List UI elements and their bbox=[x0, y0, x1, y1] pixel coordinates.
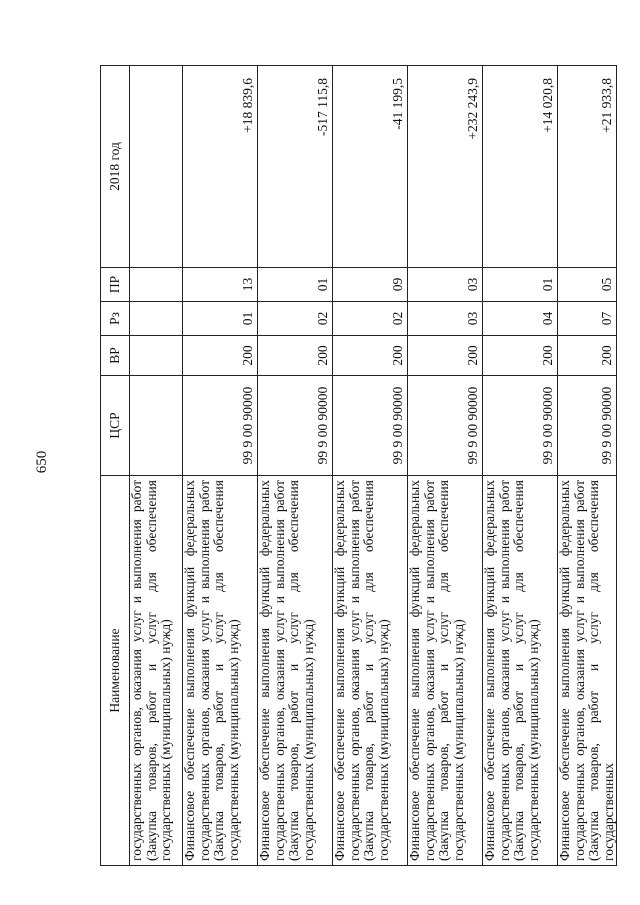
cell-csr: 99 9 00 90000 bbox=[333, 376, 408, 476]
rotated-table-wrapper bbox=[100, 66, 616, 866]
cell-amount: +232 243,9 bbox=[408, 66, 483, 268]
cell-amount bbox=[130, 66, 183, 268]
cell-amount: +14 020,8 bbox=[483, 66, 558, 268]
header-vr: ВР bbox=[101, 336, 130, 376]
cell-vr: 200 bbox=[183, 336, 258, 376]
cell-rz: 02 bbox=[258, 302, 333, 336]
cell-csr: 99 9 00 90000 bbox=[483, 376, 558, 476]
page-number bbox=[32, 432, 52, 492]
table-row bbox=[183, 66, 258, 866]
budget-table bbox=[100, 65, 617, 866]
cell-rz: 03 bbox=[408, 302, 483, 336]
table-row bbox=[483, 66, 558, 866]
cell-amount: -517 115,8 bbox=[258, 66, 333, 268]
cell-rz: 04 bbox=[483, 302, 558, 336]
header-year: 2018 год bbox=[101, 66, 130, 268]
cell-rz: 01 bbox=[183, 302, 258, 336]
header-csr: ЦСР bbox=[101, 376, 130, 476]
header-name: Наименование bbox=[101, 476, 130, 866]
cell-name: Финансовое обеспечение выполнения функций федеральных государственных органов, оказания услуг и выполнения работ (Закупка товаров, работ и услуг для обеспечения государственных (муниципальных) нужд) bbox=[333, 476, 408, 866]
cell-name: Финансовое обеспечение выполнения функций федеральных государственных органов, оказания услуг и выполнения работ (Закупка товаров, работ и услуг для обеспечения государственных (муниципальных) нужд) bbox=[408, 476, 483, 866]
page-number-text: 650 bbox=[34, 450, 50, 474]
table-row bbox=[333, 66, 408, 866]
table-row bbox=[130, 66, 183, 866]
cell-csr bbox=[130, 376, 183, 476]
table-header-row bbox=[101, 66, 130, 866]
cell-vr: 200 bbox=[258, 336, 333, 376]
header-rz: Рз bbox=[101, 302, 130, 336]
cell-csr: 99 9 00 90000 bbox=[183, 376, 258, 476]
cell-name: государственных органов, оказания услуг и выполнения работ (Закупка товаров, работ и услуг для обеспечения государственных (муниципальных) нужд) bbox=[130, 476, 183, 866]
cell-amount: -41 199,5 bbox=[333, 66, 408, 268]
cell-name: Финансовое обеспечение выполнения функций федеральных государственных органов, оказания услуг и выполнения работ (Закупка товаров, работ и услуг для обеспечения государственных (муниципальных) нужд) bbox=[483, 476, 558, 866]
cell-amount: +21 933,8 bbox=[558, 66, 617, 268]
cell-csr: 99 9 00 90000 bbox=[258, 376, 333, 476]
cell-name: Финансовое обеспечение выполнения функций федеральных государственных органов, оказания услуг и выполнения работ (Закупка товаров, работ и услуг для обеспечения государственных (муниципальных) нужд) bbox=[183, 476, 258, 866]
cell-pr: 03 bbox=[408, 268, 483, 302]
table-row bbox=[408, 66, 483, 866]
cell-csr: 99 9 00 90000 bbox=[408, 376, 483, 476]
header-pr: ПР bbox=[101, 268, 130, 302]
cell-vr bbox=[130, 336, 183, 376]
cell-csr: 99 9 00 90000 bbox=[558, 376, 617, 476]
cell-name: Финансовое обеспечение выполнения функций федеральных государственных органов, оказания услуг и выполнения работ (Закупка товаров, работ и услуг для обеспечения государственных (муниципальных) нужд) bbox=[258, 476, 333, 866]
cell-pr: 05 bbox=[558, 268, 617, 302]
cell-amount: +18 839,6 bbox=[183, 66, 258, 268]
table-row bbox=[258, 66, 333, 866]
cell-vr: 200 bbox=[483, 336, 558, 376]
cell-pr: 01 bbox=[258, 268, 333, 302]
cell-pr bbox=[130, 268, 183, 302]
cell-rz: 02 bbox=[333, 302, 408, 336]
cell-name: Финансовое обеспечение выполнения функций федеральных государственных органов, оказания услуг и выполнения работ (Закупка товаров, работ и услуг для обеспечения государственных bbox=[558, 476, 617, 866]
cell-pr: 01 bbox=[483, 268, 558, 302]
cell-rz: 07 bbox=[558, 302, 617, 336]
cell-pr: 09 bbox=[333, 268, 408, 302]
cell-vr: 200 bbox=[333, 336, 408, 376]
cell-rz bbox=[130, 302, 183, 336]
cell-vr: 200 bbox=[558, 336, 617, 376]
cell-pr: 13 bbox=[183, 268, 258, 302]
table-row bbox=[558, 66, 617, 866]
cell-vr: 200 bbox=[408, 336, 483, 376]
